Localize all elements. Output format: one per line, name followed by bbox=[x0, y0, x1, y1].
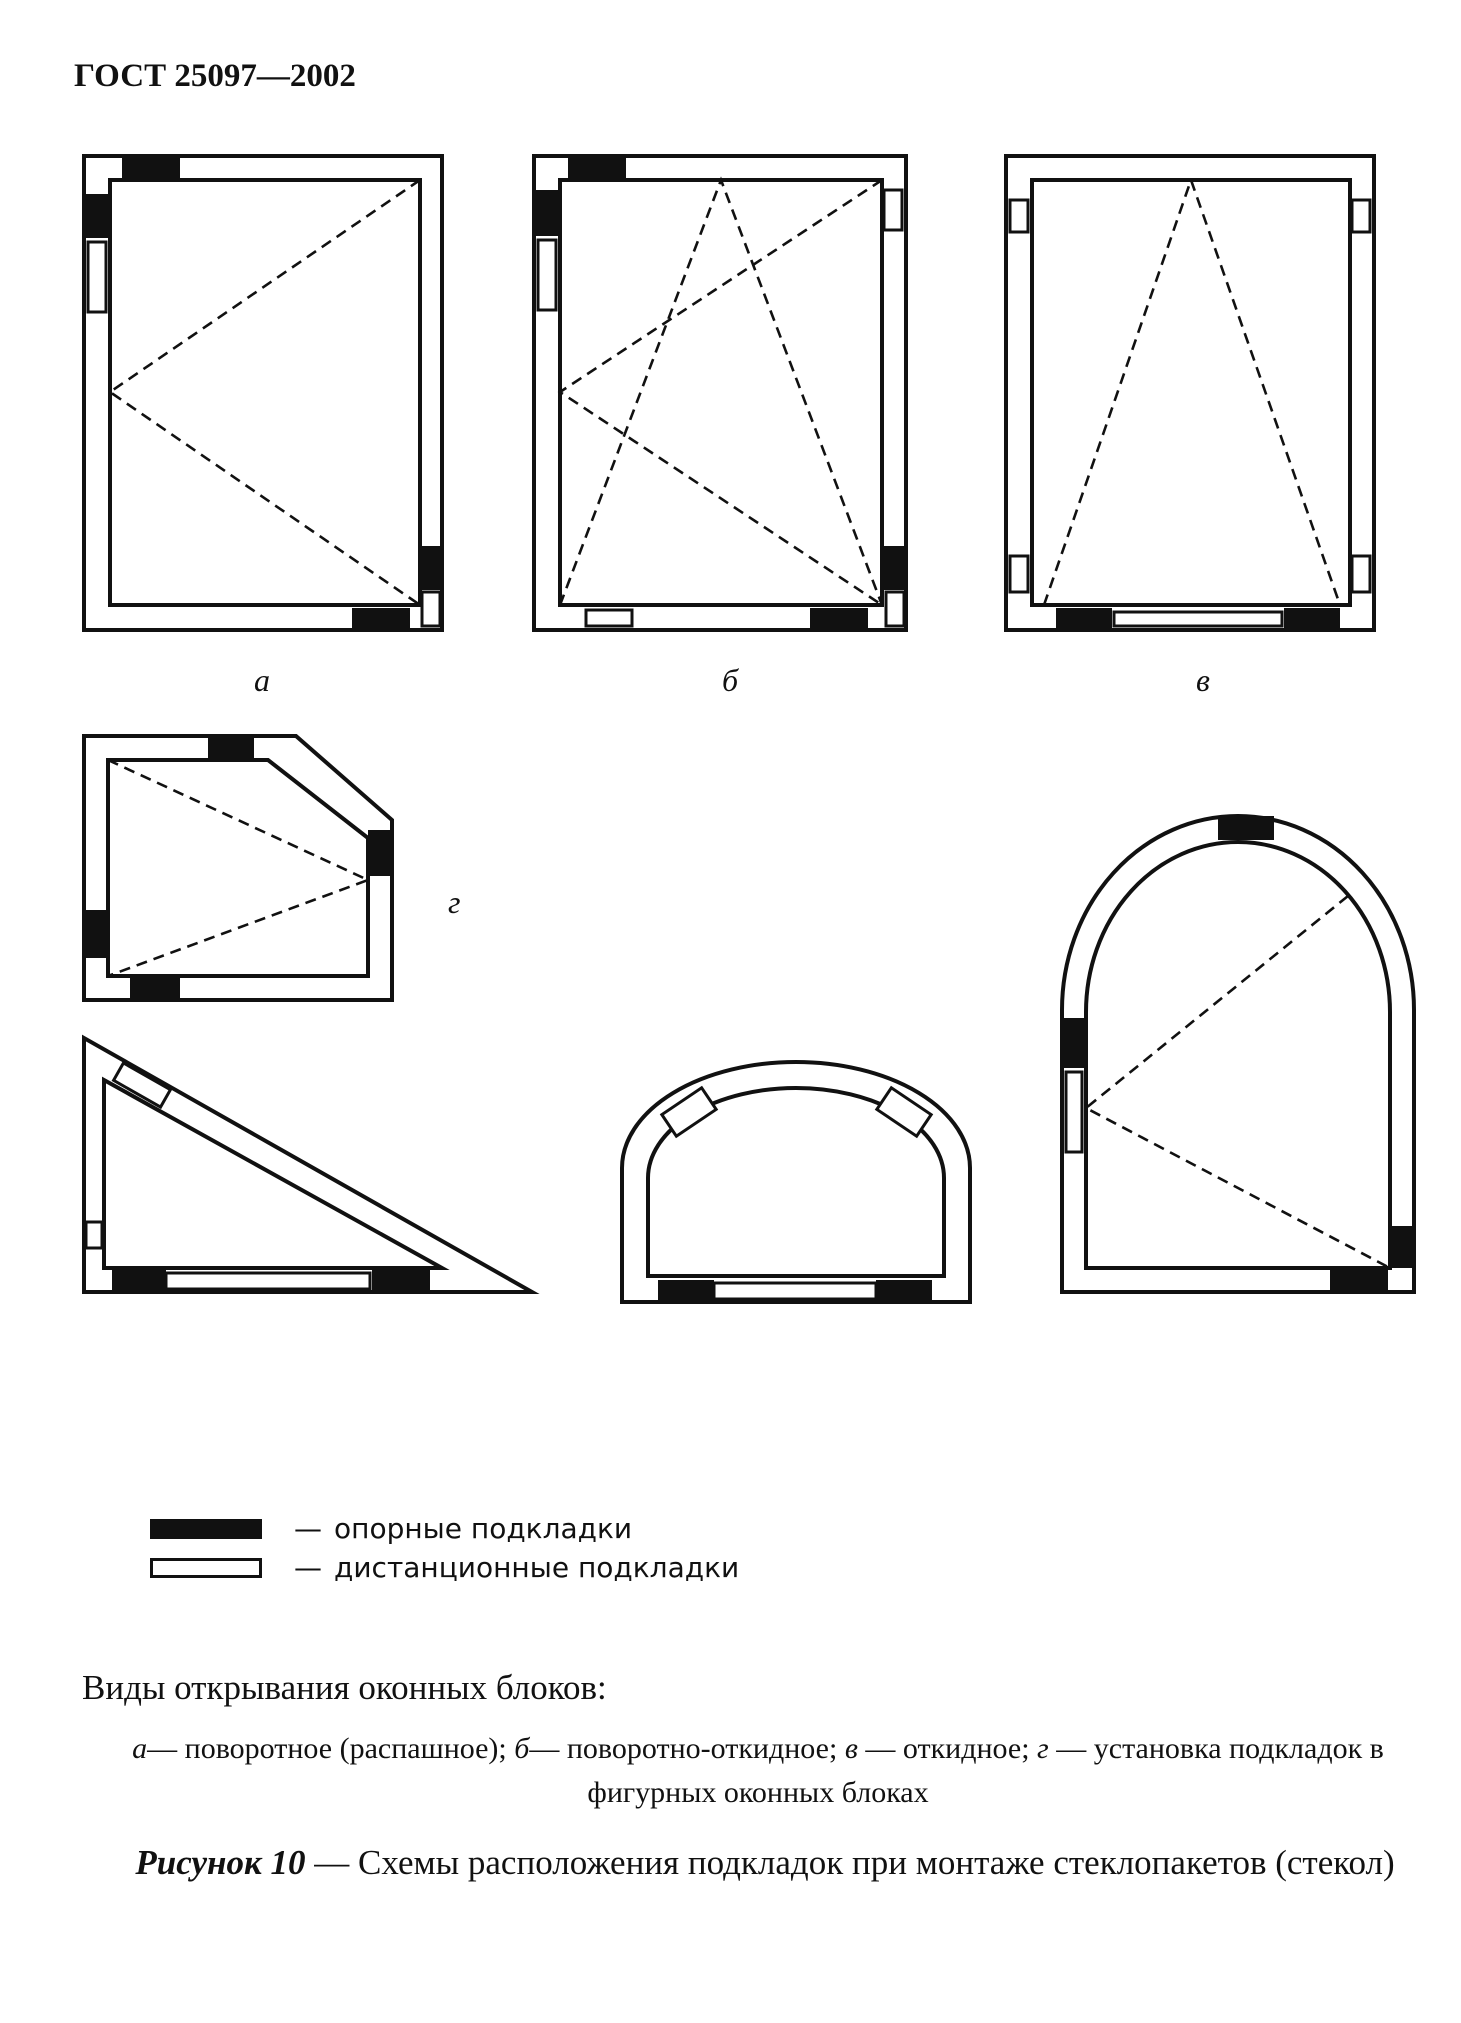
document-id: ГОСТ 25097—2002 bbox=[74, 58, 356, 94]
label-v: в bbox=[1196, 662, 1210, 698]
caption-b-key: б bbox=[514, 1732, 530, 1765]
window-triangle bbox=[84, 1038, 532, 1292]
window-segmental-arch bbox=[622, 1062, 970, 1302]
legend-distance bbox=[150, 1551, 739, 1584]
caption-b-text: — поворотно-откидное; bbox=[529, 1732, 838, 1765]
legend-support-text: опорные подкладки bbox=[334, 1512, 633, 1545]
legend-support-dash: — bbox=[294, 1512, 322, 1545]
caption-key bbox=[78, 1727, 1438, 1815]
distance-swatch bbox=[150, 1558, 262, 1578]
figure-caption bbox=[90, 1840, 1440, 1886]
label-b: б bbox=[722, 662, 739, 698]
window-a bbox=[84, 156, 442, 630]
window-round-arch bbox=[1062, 816, 1414, 1292]
caption-a-text: — поворотное (распашное); bbox=[147, 1732, 507, 1765]
legend-distance-text: дистанционные подкладки bbox=[334, 1551, 740, 1584]
caption-v-text: — откидное; bbox=[865, 1732, 1030, 1765]
figure-label: Рисунок 10 bbox=[135, 1843, 306, 1882]
label-a: а bbox=[254, 662, 270, 698]
figure-title: — Схемы расположения подкладок при монтаже стеклопакетов (стекол) bbox=[314, 1843, 1395, 1882]
caption-g-key: г bbox=[1037, 1732, 1049, 1765]
window-b bbox=[534, 156, 906, 630]
caption-v-key: в bbox=[844, 1732, 858, 1765]
caption-g-text: — установка подкладок в фигурных оконных блоках bbox=[587, 1732, 1384, 1809]
legend-distance-dash: — bbox=[294, 1551, 322, 1584]
legend-support bbox=[150, 1512, 632, 1545]
caption-heading: Виды открывания оконных блоков: bbox=[82, 1668, 607, 1707]
window-v bbox=[1006, 156, 1374, 630]
caption-a-key: а bbox=[132, 1732, 148, 1765]
window-g-trapezoid bbox=[84, 736, 392, 1000]
label-g: г bbox=[448, 884, 461, 920]
support-swatch bbox=[150, 1519, 262, 1539]
